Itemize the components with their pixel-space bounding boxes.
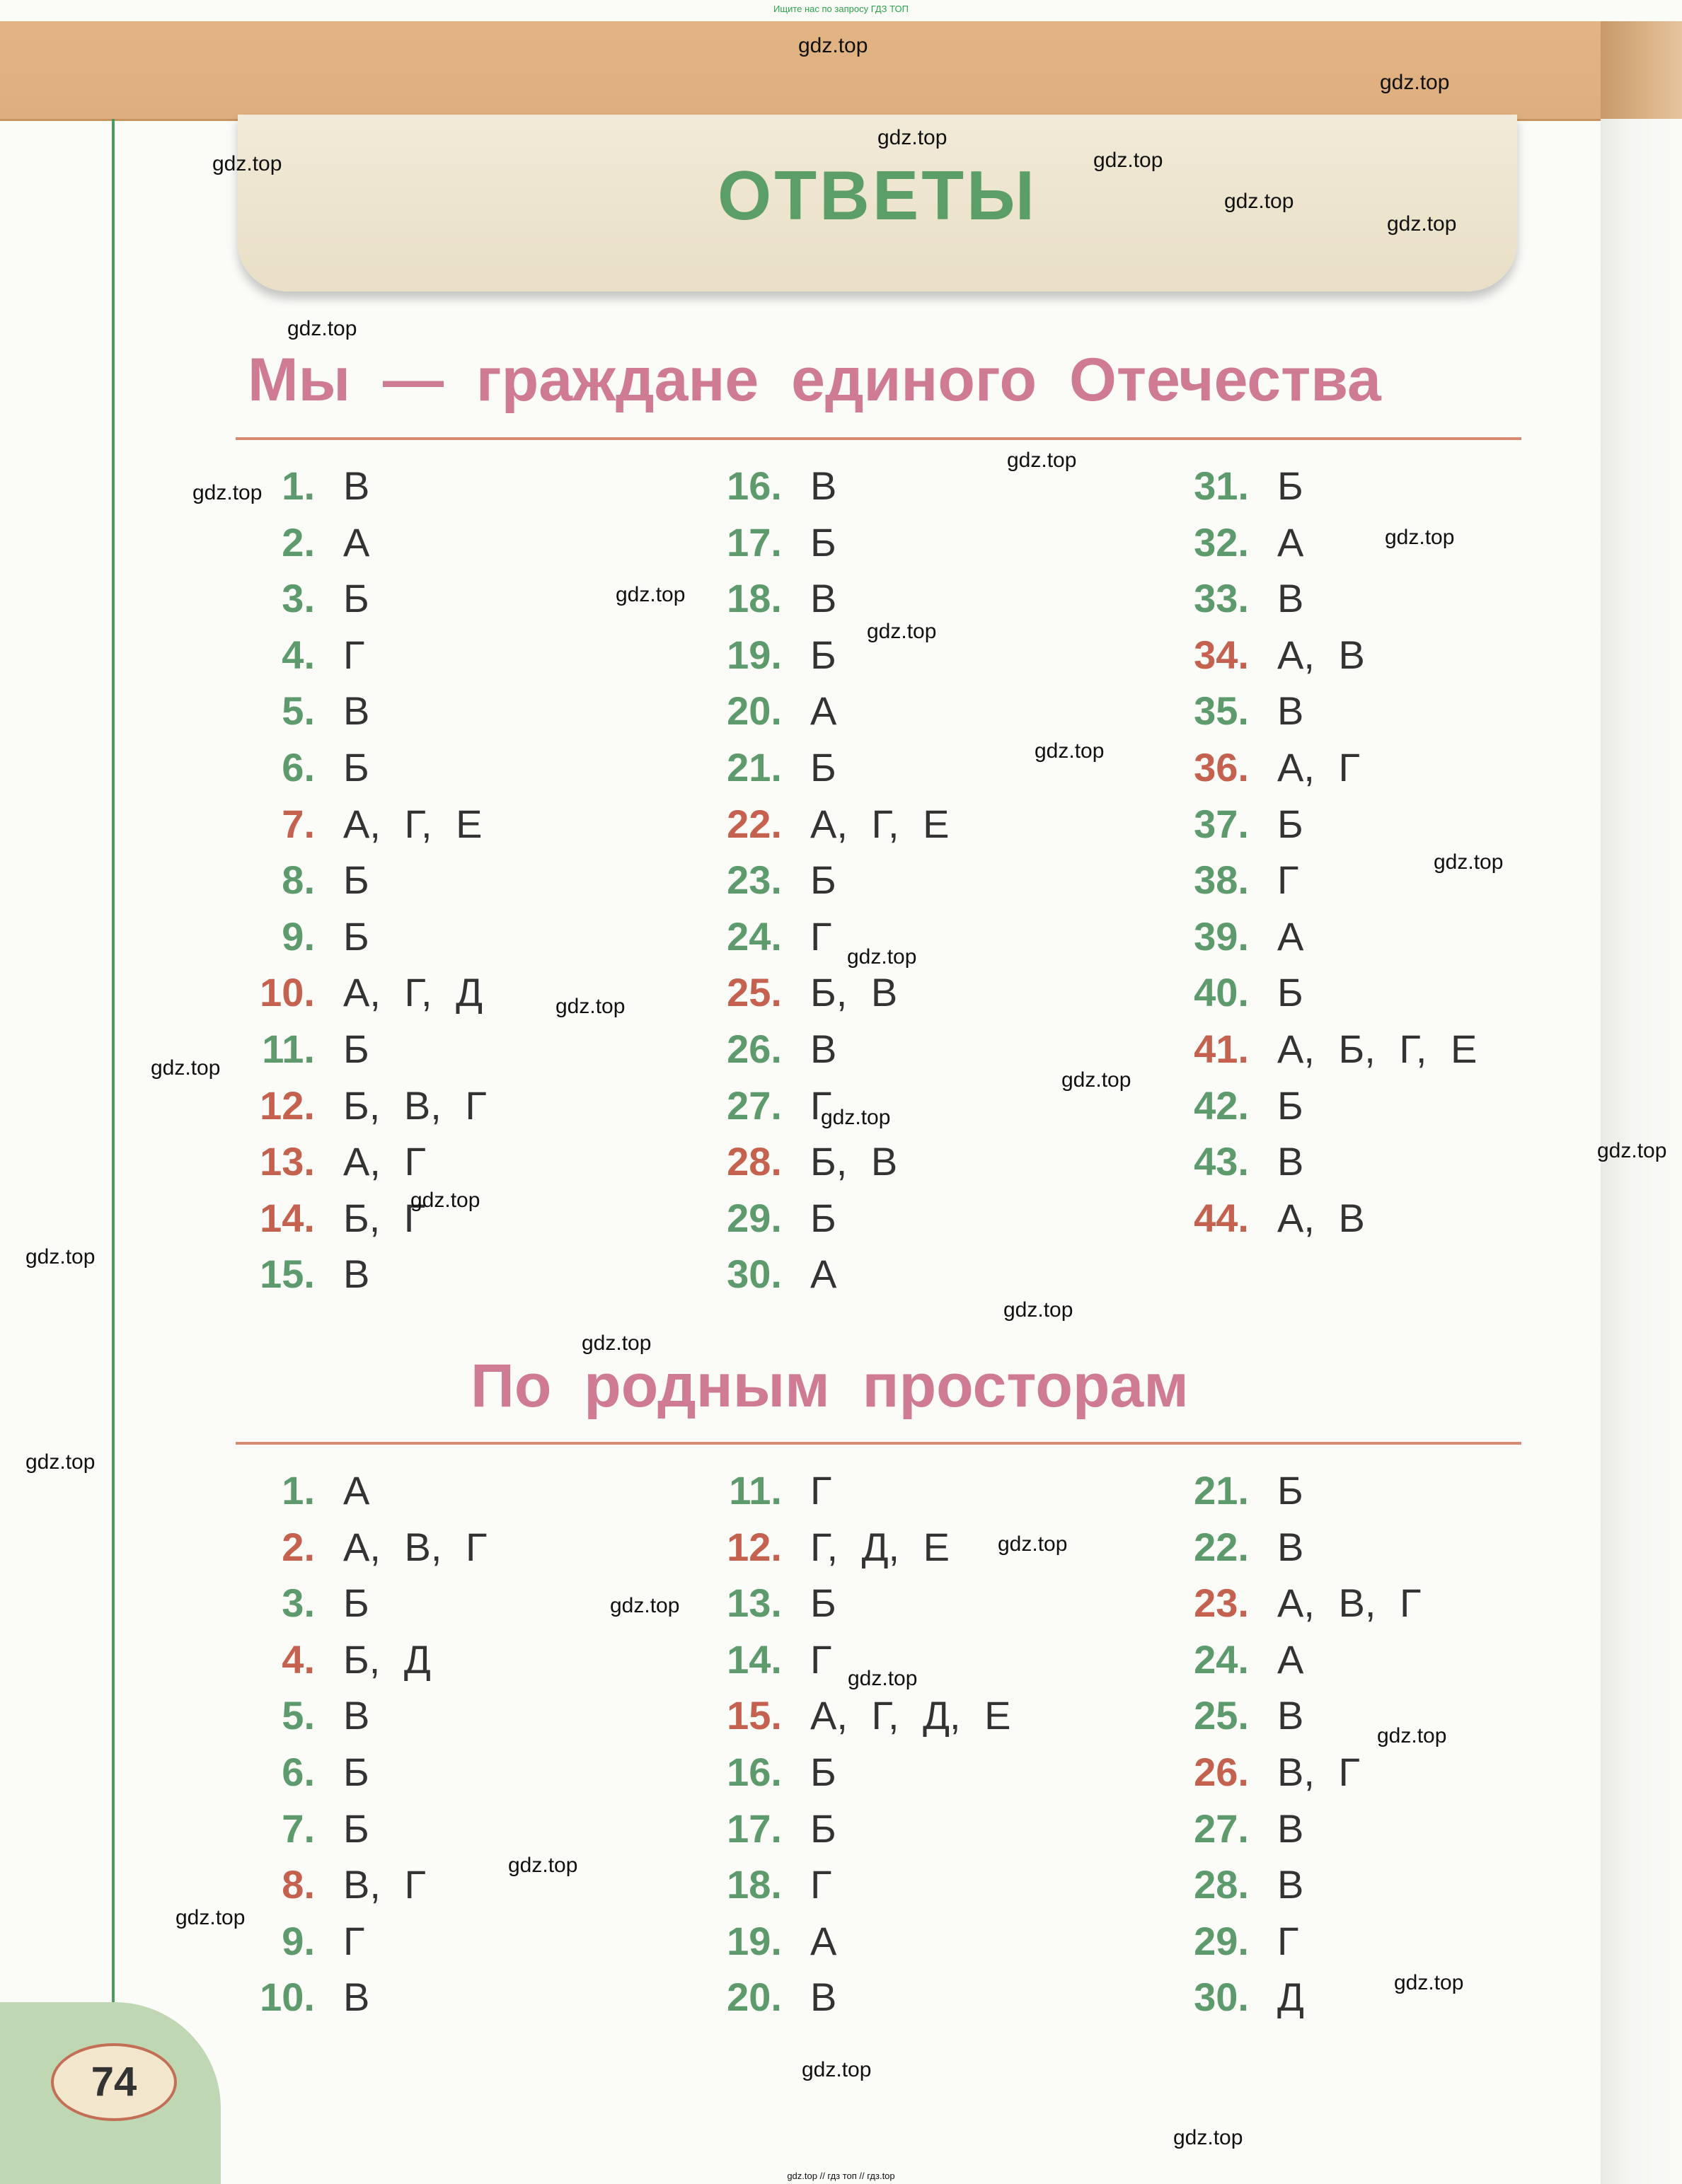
answer-letters: В	[1277, 1525, 1304, 1569]
answer-letters: Б	[1277, 1083, 1303, 1128]
answer-letters: Б	[1277, 1468, 1303, 1513]
answer-letters: А, Г, Е	[810, 802, 950, 846]
answer-number: 20.	[727, 688, 782, 733]
answer-number: 25.	[727, 970, 782, 1015]
watermark-text: gdz.top	[610, 1594, 680, 1617]
watermark-text: gdz.top	[998, 1532, 1068, 1556]
answer-letters: Г	[1277, 857, 1299, 902]
answer-letters: Б	[810, 1806, 836, 1851]
answer-letters: А, В, Г	[1277, 1581, 1422, 1625]
answer-letters: А, Г, Е	[343, 802, 483, 846]
watermark-text: gdz.top	[410, 1189, 480, 1212]
answer-letters: В	[1277, 1862, 1304, 1907]
watermark-text: gdz.top	[1387, 212, 1457, 236]
answer-number: 22.	[1194, 1525, 1249, 1569]
answer-letters: Б, Г	[343, 1196, 426, 1240]
watermark-text: gdz.top	[616, 583, 686, 606]
answer-letters: Б	[810, 1750, 836, 1794]
watermark-text: gdz.top	[1377, 1724, 1447, 1747]
answer-number: 30.	[1194, 1975, 1249, 2019]
answer-letters: Б, Д	[343, 1637, 431, 1682]
answer-number: 5.	[282, 688, 315, 733]
watermark-text: gdz.top	[1224, 190, 1294, 213]
answer-letters: В	[1277, 1693, 1304, 1738]
answer-number: 28.	[1194, 1862, 1249, 1907]
answer-number: 28.	[727, 1139, 782, 1184]
answer-letters: А	[810, 1252, 837, 1296]
answer-number: 11.	[729, 1468, 782, 1513]
watermark-text: gdz.top	[212, 152, 282, 175]
watermark-text: gdz.top	[555, 995, 626, 1018]
answer-number: 6.	[282, 1750, 315, 1794]
watermark-text: gdz.top	[1007, 449, 1077, 472]
watermark-text: gdz.top	[1035, 739, 1105, 763]
answer-number: 9.	[282, 914, 315, 959]
answer-letters: Г	[343, 1919, 365, 1963]
answer-letters: В	[1277, 1806, 1304, 1851]
answer-letters: А, В, Г	[343, 1525, 488, 1569]
answer-letters: Б, В, Г	[343, 1083, 487, 1128]
answer-number: 17.	[727, 520, 782, 565]
watermark-text: gdz.top	[287, 317, 357, 340]
answer-letters: Г	[810, 914, 832, 959]
answer-number: 27.	[1194, 1806, 1249, 1851]
answer-number: 38.	[1194, 857, 1249, 902]
bottom-note: gdz.top // гдз топ // гдз.top	[787, 2171, 895, 2181]
answer-number: 43.	[1194, 1139, 1249, 1184]
watermark-text: gdz.top	[1597, 1139, 1667, 1162]
answer-number: 7.	[282, 1806, 315, 1851]
answer-letters: Б	[810, 1196, 836, 1240]
answer-letters: А	[343, 1468, 370, 1513]
answer-letters: В	[1277, 1139, 1304, 1184]
answer-number: 39.	[1194, 914, 1249, 959]
answer-number: 18.	[727, 576, 782, 620]
answer-number: 35.	[1194, 688, 1249, 733]
watermark-text: gdz.top	[175, 1906, 246, 1929]
answer-letters: Г, Д, Е	[810, 1525, 950, 1569]
answer-number: 4.	[282, 632, 315, 677]
watermark-text: gdz.top	[1385, 526, 1455, 549]
answer-number: 7.	[282, 802, 315, 846]
answer-number: 4.	[282, 1637, 315, 1682]
answer-letters: А, Г	[1277, 745, 1360, 790]
answer-number: 44.	[1194, 1196, 1249, 1240]
watermark-text: gdz.top	[802, 2058, 872, 2081]
answer-letters: В	[810, 1975, 837, 2019]
page-edge-top	[1601, 21, 1682, 119]
answer-number: 19.	[727, 632, 782, 677]
answer-number: 2.	[282, 1525, 315, 1569]
page-edge	[1601, 21, 1682, 2184]
answer-number: 42.	[1194, 1083, 1249, 1128]
answer-letters: Б	[1277, 802, 1303, 846]
answer-number: 16.	[727, 1750, 782, 1794]
answer-letters: А, Б, Г, Е	[1277, 1027, 1477, 1071]
answer-letters: В, Г	[343, 1862, 426, 1907]
answer-letters: В	[810, 463, 837, 508]
answer-number: 8.	[282, 1862, 315, 1907]
answer-number: 24.	[727, 914, 782, 959]
answer-number: 14.	[260, 1196, 315, 1240]
answer-number: 16.	[727, 463, 782, 508]
answer-letters: Г	[1277, 1919, 1299, 1963]
watermark-text: gdz.top	[582, 1331, 652, 1355]
watermark-text: gdz.top	[848, 1667, 918, 1690]
answer-letters: Г	[810, 1637, 832, 1682]
answer-number: 15.	[727, 1693, 782, 1738]
answer-letters: В	[1277, 576, 1304, 620]
answer-number: 10.	[260, 970, 315, 1015]
answer-letters: Б	[810, 1581, 836, 1625]
answer-number: 19.	[727, 1919, 782, 1963]
answer-letters: А	[1277, 914, 1304, 959]
answer-letters: А, В	[1277, 1196, 1365, 1240]
answer-letters: Б	[343, 1750, 369, 1794]
top-note: Ищите нас по запросу ГДЗ ТОП	[773, 4, 909, 14]
watermark-text: gdz.top	[821, 1106, 891, 1129]
answer-letters: Б	[343, 1027, 369, 1071]
answer-number: 1.	[282, 463, 315, 508]
answer-number: 26.	[1194, 1750, 1249, 1794]
answer-letters: Б	[810, 632, 836, 677]
answer-number: 5.	[282, 1693, 315, 1738]
answer-letters: А	[1277, 1637, 1304, 1682]
answer-number: 22.	[727, 802, 782, 846]
answer-number: 13.	[260, 1139, 315, 1184]
watermark-text: gdz.top	[151, 1056, 221, 1080]
answer-number: 12.	[727, 1525, 782, 1569]
page-number: 74	[51, 2043, 177, 2121]
answer-letters: Б	[1277, 463, 1303, 508]
answer-letters: Г	[810, 1468, 832, 1513]
answer-letters: В	[343, 1252, 370, 1296]
watermark-text: gdz.top	[1394, 1971, 1464, 1994]
answer-number: 12.	[260, 1083, 315, 1128]
watermark-text: gdz.top	[25, 1450, 96, 1474]
answer-number: 18.	[727, 1862, 782, 1907]
answer-letters: А	[343, 520, 370, 565]
section-title-2: По родным просторам	[471, 1352, 1189, 1420]
answer-number: 15.	[260, 1252, 315, 1296]
answer-letters: Б	[810, 857, 836, 902]
answer-number: 33.	[1194, 576, 1249, 620]
answer-letters: В	[1277, 688, 1304, 733]
answer-letters: Б	[343, 1806, 369, 1851]
watermark-text: gdz.top	[508, 1854, 578, 1877]
answer-number: 21.	[1194, 1468, 1249, 1513]
answer-number: 36.	[1194, 745, 1249, 790]
answer-number: 21.	[727, 745, 782, 790]
answer-letters: Б	[343, 914, 369, 959]
answer-letters: Б	[1277, 970, 1303, 1015]
answer-letters: Б	[810, 745, 836, 790]
section-rule-1	[236, 437, 1521, 440]
answer-number: 11.	[262, 1027, 315, 1071]
answer-letters: Б	[343, 745, 369, 790]
answer-letters: Г	[810, 1862, 832, 1907]
answer-letters: Б	[810, 520, 836, 565]
answer-letters: А	[1277, 520, 1304, 565]
answer-letters: В	[810, 1027, 837, 1071]
answer-number: 3.	[282, 576, 315, 620]
watermark-text: gdz.top	[1434, 850, 1504, 874]
answer-number: 17.	[727, 1806, 782, 1851]
answer-number: 14.	[727, 1637, 782, 1682]
answer-letters: А, Г	[343, 1139, 426, 1184]
answer-number: 23.	[1194, 1581, 1249, 1625]
watermark-text: gdz.top	[847, 945, 917, 969]
answer-letters: В	[343, 1693, 370, 1738]
answer-letters: В	[343, 688, 370, 733]
answer-letters: В	[343, 463, 370, 508]
answer-letters: А, Г, Д, Е	[810, 1693, 1011, 1738]
answer-number: 27.	[727, 1083, 782, 1128]
answer-letters: Г	[343, 632, 365, 677]
answer-number: 8.	[282, 857, 315, 902]
answer-letters: Д	[1277, 1975, 1304, 2019]
watermark-text: gdz.top	[192, 481, 263, 504]
answer-letters: В	[810, 576, 837, 620]
section-rule-2	[236, 1442, 1521, 1445]
watermark-text: gdz.top	[1093, 149, 1163, 172]
answer-letters: Б	[343, 576, 369, 620]
answer-number: 3.	[282, 1581, 315, 1625]
answer-letters: А	[810, 688, 837, 733]
answer-letters: В, Г	[1277, 1750, 1360, 1794]
answer-number: 40.	[1194, 970, 1249, 1015]
answer-letters: В	[343, 1975, 370, 2019]
section-title-1: Мы — граждане единого Отечества	[248, 346, 1381, 414]
answer-letters: А, Г, Д	[343, 970, 483, 1015]
watermark-text: gdz.top	[1173, 2126, 1243, 2149]
watermark-text: gdz.top	[877, 126, 947, 149]
answer-letters: Б	[343, 857, 369, 902]
answer-number: 32.	[1194, 520, 1249, 565]
answer-number: 20.	[727, 1975, 782, 2019]
answer-number: 26.	[727, 1027, 782, 1071]
answer-number: 25.	[1194, 1693, 1249, 1738]
answer-letters: А, В	[1277, 632, 1365, 677]
answer-number: 29.	[1194, 1919, 1249, 1963]
answer-number: 1.	[282, 1468, 315, 1513]
answer-letters: А	[810, 1919, 837, 1963]
answer-letters: Г	[810, 1083, 832, 1128]
answer-number: 9.	[282, 1919, 315, 1963]
answer-number: 23.	[727, 857, 782, 902]
answer-number: 37.	[1194, 802, 1249, 846]
page-heading: ОТВЕТЫ	[717, 156, 1038, 234]
answer-letters: Б, В	[810, 1139, 898, 1184]
answer-number: 30.	[727, 1252, 782, 1296]
answer-number: 2.	[282, 520, 315, 565]
watermark-text: gdz.top	[1003, 1298, 1073, 1322]
watermark-text: gdz.top	[1061, 1068, 1131, 1092]
answer-number: 13.	[727, 1581, 782, 1625]
answer-number: 24.	[1194, 1637, 1249, 1682]
answer-number: 6.	[282, 745, 315, 790]
watermark-text: gdz.top	[798, 34, 868, 57]
watermark-text: gdz.top	[867, 620, 937, 643]
watermark-text: gdz.top	[1380, 71, 1450, 94]
answer-number: 34.	[1194, 632, 1249, 677]
answer-number: 10.	[260, 1975, 315, 2019]
page-spine-line	[112, 119, 115, 2022]
answer-number: 31.	[1194, 463, 1249, 508]
answer-letters: Б	[343, 1581, 369, 1625]
answer-number: 41.	[1194, 1027, 1249, 1071]
answer-letters: Б, В	[810, 970, 898, 1015]
watermark-text: gdz.top	[25, 1245, 96, 1269]
answer-number: 29.	[727, 1196, 782, 1240]
